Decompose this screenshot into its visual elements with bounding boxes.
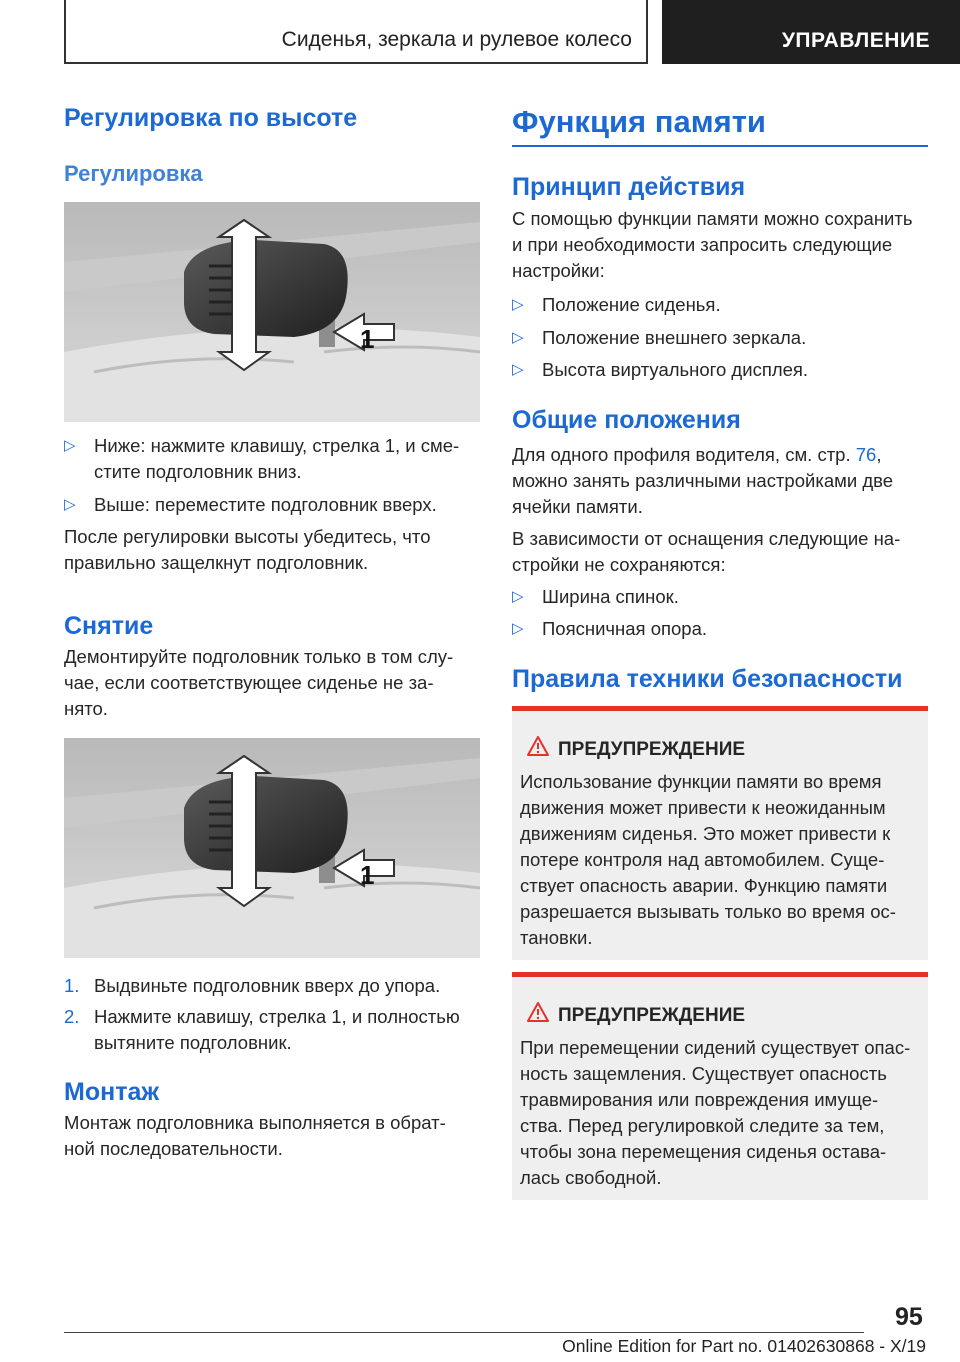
headrest-illustration bbox=[64, 202, 480, 422]
headrest-adjust-image bbox=[64, 202, 480, 422]
headrest-illustration bbox=[64, 738, 480, 958]
install-paragraph: Монтаж подголовника выполняется в обрат- ной последовательности. bbox=[64, 1112, 446, 1159]
heading-adjust: Регулировка bbox=[64, 161, 203, 186]
triangle-bullet-icon: ▷ bbox=[512, 620, 524, 637]
warning-box-1 bbox=[512, 706, 928, 960]
page-number: 95 bbox=[895, 1303, 923, 1331]
header-chapter-title: УПРАВЛЕНИЕ bbox=[781, 29, 930, 52]
callout-1: 1 bbox=[360, 860, 375, 890]
page-reference-link[interactable]: 76 bbox=[855, 444, 877, 465]
general-paragraph-2: В зависимости от оснащения следующие на- стройки не сохраняются: bbox=[512, 528, 901, 575]
heading-principle: Принцип действия bbox=[512, 173, 746, 201]
triangle-bullet-icon: ▷ bbox=[512, 588, 524, 605]
remove-paragraph: Демонтируйте подголовник только в том слу- чае, если соответствующее сиденье не за- нято. bbox=[64, 646, 454, 719]
heading-underline bbox=[512, 145, 928, 147]
header-section-title: Сиденья, зеркала и рулевое колесо bbox=[281, 28, 632, 51]
header-section-box bbox=[64, 0, 648, 64]
triangle-bullet-icon: ▷ bbox=[64, 496, 76, 513]
warning-text: При перемещении сидений существует опас- ность защемления. Существует опасность травмирования или повреждения имуще- ства. Перед регулировкой следите за тем, чтобы зона перемещения сиденья остава- лась свободной. bbox=[520, 1037, 911, 1188]
triangle-bullet-icon: ▷ bbox=[512, 329, 524, 346]
triangle-bullet-icon: ▷ bbox=[512, 361, 524, 378]
heading-remove: Снятие bbox=[64, 612, 154, 640]
warning-text: Использование функции памяти во время движения может привести к неожиданным движениям сиденья. Это может привести к потере контроля над автомобилем. Суще- ствует опасность аварии. Функцию памяти разрешается вызывать только во время ос- тановки. bbox=[520, 771, 896, 948]
footer-edition: Online Edition for Part no. 01402630868 - X/19 bbox=[562, 1336, 926, 1356]
step-number: 1. bbox=[64, 975, 80, 996]
footer-divider bbox=[64, 1332, 864, 1333]
principle-paragraph: С помощью функции памяти можно сохранить и при необходимости запросить следующие настройки: bbox=[512, 208, 913, 281]
headrest-remove-image bbox=[64, 738, 480, 958]
heading-general: Общие положения bbox=[512, 406, 741, 434]
warning-box-2 bbox=[512, 972, 928, 1200]
general-paragraph-1: Для одного профиля водителя, см. стр. 76, можно занять различными настройками две ячейки памяти. bbox=[512, 444, 894, 517]
step-number: 2. bbox=[64, 1006, 80, 1027]
adjust-paragraph: После регулировки высоты убедитесь, что правильно защелкнут подголовник. bbox=[64, 526, 431, 573]
warning-title: ПРЕДУПРЕЖДЕНИЕ bbox=[558, 739, 746, 760]
callout-1: 1 bbox=[360, 324, 375, 354]
heading-height-adjust: Регулировка по высоте bbox=[64, 104, 358, 132]
header-chapter-tab bbox=[662, 0, 960, 64]
triangle-bullet-icon: ▷ bbox=[512, 296, 524, 313]
warning-title: ПРЕДУПРЕЖДЕНИЕ bbox=[558, 1005, 746, 1026]
warning-triangle-icon bbox=[526, 1001, 550, 1023]
triangle-bullet-icon: ▷ bbox=[64, 437, 76, 454]
heading-install: Монтаж bbox=[64, 1078, 160, 1106]
warning-triangle-icon bbox=[526, 735, 550, 757]
heading-memory-function: Функция памяти bbox=[512, 104, 766, 139]
heading-safety: Правила техники безопасности bbox=[512, 665, 903, 693]
